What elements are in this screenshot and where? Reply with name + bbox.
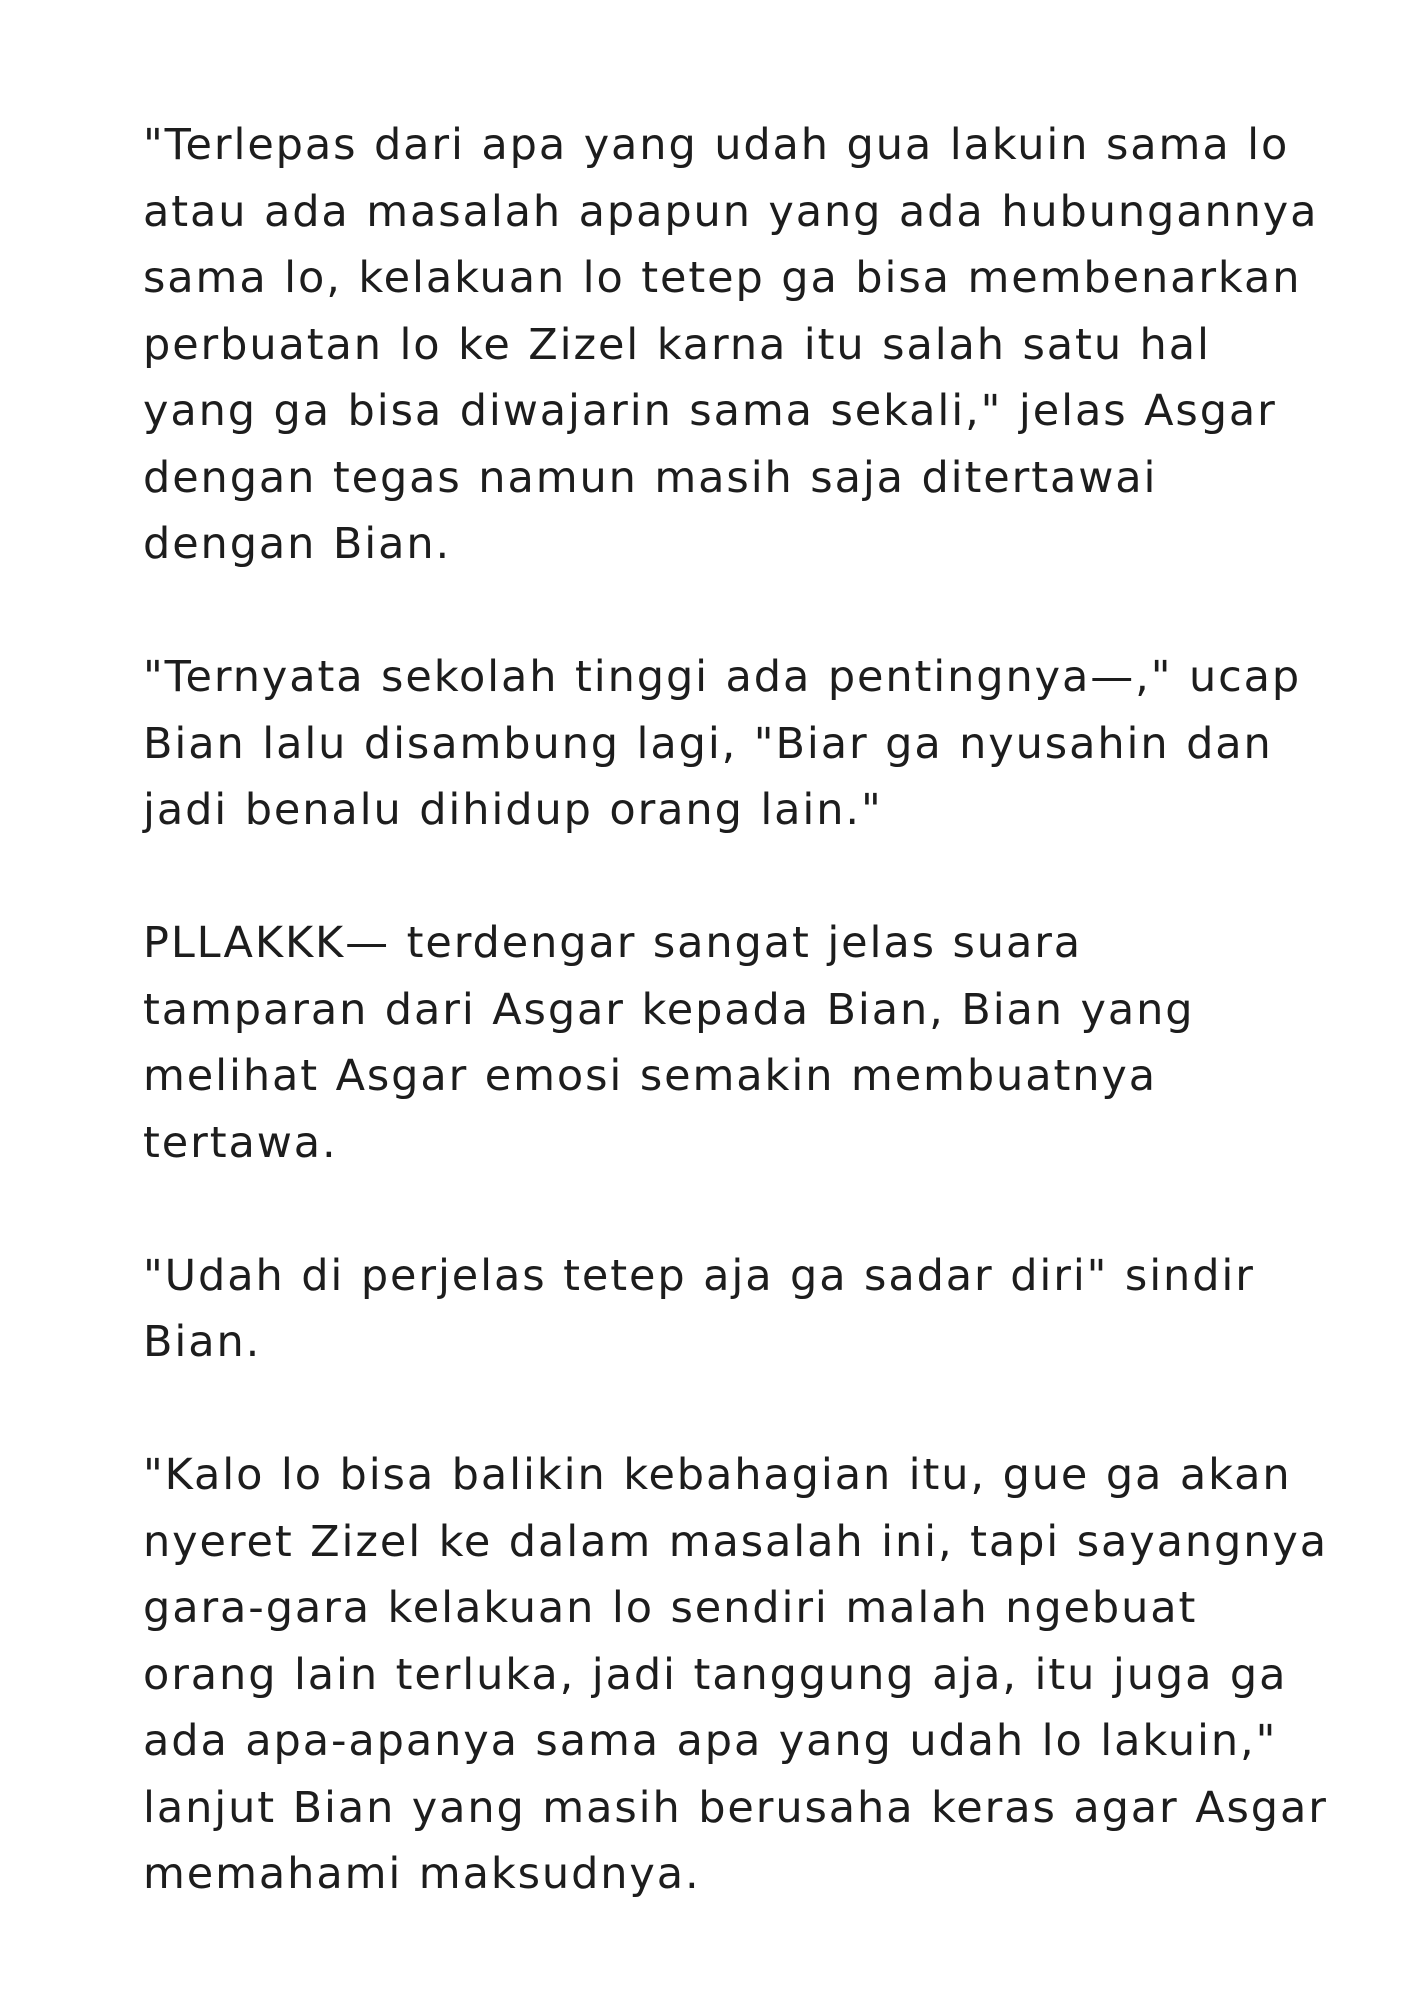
paragraph-spacer [143,844,1293,911]
paragraph-2 [143,644,1302,844]
text-line: ada apa-apanya sama apa yang udah lo lakuin," [143,1716,1278,1766]
text-line: dengan Bian. [143,519,452,569]
text-line: jadi benalu dihidup orang lain." [143,785,883,835]
text-line: perbuatan lo ke Zizel karna itu salah satu hal [143,319,1211,370]
text-line: "Ternyata sekolah tinggi ada pentingnya—," ucap [143,652,1302,702]
text-line: yang ga bisa diwajarin sama sekali," jelas Asgar [143,386,1277,436]
paragraph-4 [143,1243,1293,1376]
text-line: "Kalo lo bisa balikin kebahagian itu, gue ga akan [143,1450,1292,1500]
text-line: atau ada masalah apapun yang ada hubungannya [143,186,1319,237]
paragraph-5 [143,1442,1328,1908]
text-line: tertawa. [143,1117,338,1168]
text-line: "Udah di perjelas tetep aja ga sadar diri" sindir [143,1250,1255,1301]
text-line: orang lain terluka, jadi tanggung aja, itu juga ga [143,1649,1288,1700]
text-line: PLLAKKK— terdengar sangat jelas suara [143,918,1083,968]
text-line: lanjut Bian yang masih berusaha keras agar Asgar [143,1782,1328,1833]
paragraph-spacer [143,1376,1293,1443]
story-text [143,112,1328,1908]
text-line: melihat Asgar emosi semakin membuatnya [143,1051,1157,1101]
text-line: dengan tegas namun masih saja ditertawai [143,452,1158,503]
paragraph-3 [143,910,1293,1176]
text-line: Bian. [143,1317,262,1367]
paragraph-1 [143,112,1319,578]
text-line: tamparan dari Asgar kepada Bian, Bian yang [143,984,1195,1035]
text-line: nyeret Zizel ke dalam masalah ini, tapi sayangnya [143,1516,1328,1567]
paragraph-spacer [143,1176,1293,1243]
text-line: Bian lalu disambung lagi, "Biar ga nyusahin dan [143,718,1273,769]
paragraph-spacer [143,578,1293,645]
text-line: sama lo, kelakuan lo tetep ga bisa membenarkan [143,253,1302,303]
text-line: gara-gara kelakuan lo sendiri malah ngebuat [143,1583,1198,1633]
text-line: memahami maksudnya. [143,1849,701,1899]
text-line: "Terlepas dari apa yang udah gua lakuin sama lo [143,120,1290,170]
